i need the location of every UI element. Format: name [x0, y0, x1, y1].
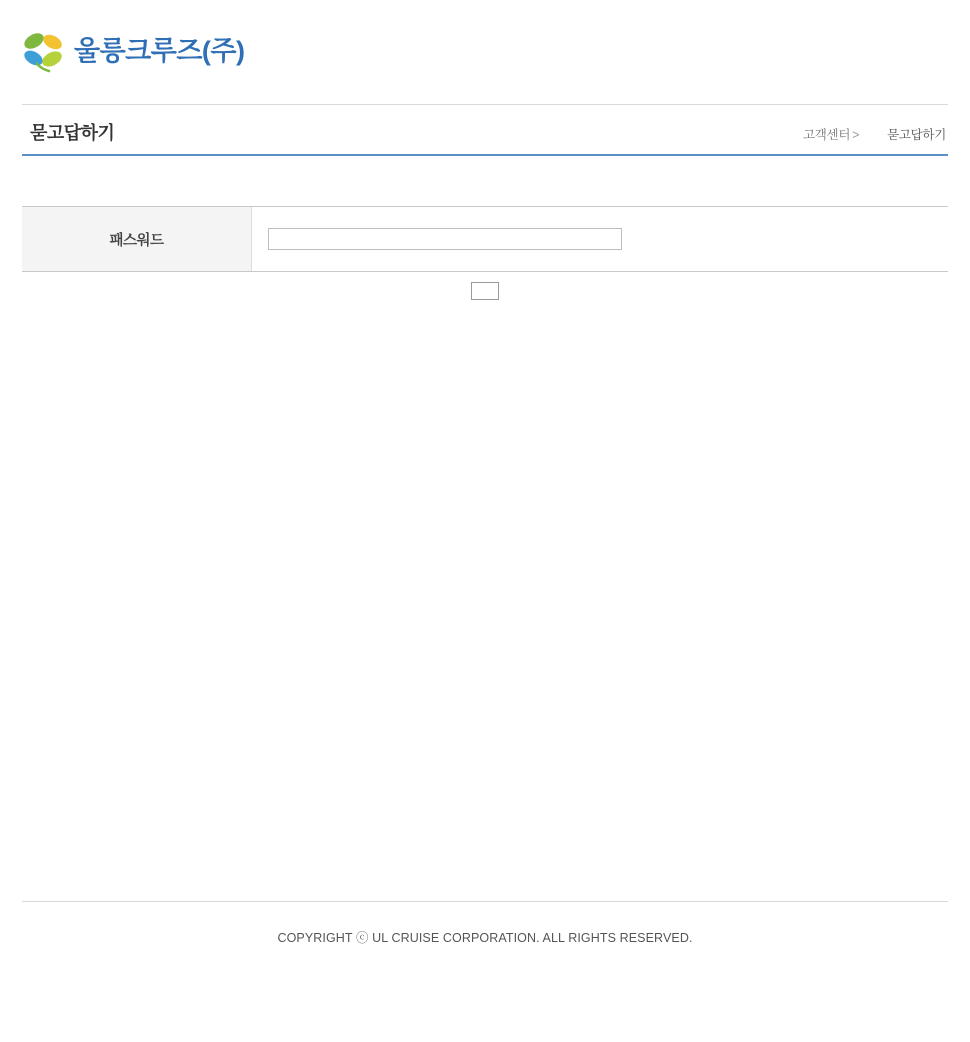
submit-button[interactable] — [471, 282, 499, 300]
breadcrumb-root[interactable]: 고객센터 — [803, 128, 851, 142]
pinwheel-flower-icon — [22, 28, 64, 74]
copyright-text: COPYRIGHT ⓒ UL CRUISE CORPORATION. ALL RIGHTS RESERVED. — [277, 931, 693, 945]
site-footer — [22, 901, 948, 946]
password-input[interactable] — [268, 228, 622, 250]
breadcrumb — [803, 125, 946, 143]
breadcrumb-current: 묻고답하기 — [887, 128, 946, 142]
site-logo-text — [74, 35, 245, 66]
site-logo[interactable] — [22, 28, 245, 74]
breadcrumb-separator: > — [852, 128, 860, 142]
page-titlebar — [22, 104, 948, 156]
site-logo-suffix: (주) — [201, 35, 245, 66]
page-title: 묻고답하기 — [30, 123, 115, 143]
form-button-bar — [0, 282, 970, 304]
password-form — [22, 206, 948, 272]
site-header — [0, 0, 970, 104]
password-label: 패스워드 — [22, 207, 252, 271]
site-logo-name: 울릉크루즈 — [74, 35, 202, 66]
password-field-cell — [252, 207, 948, 271]
form-row-password — [22, 207, 948, 271]
